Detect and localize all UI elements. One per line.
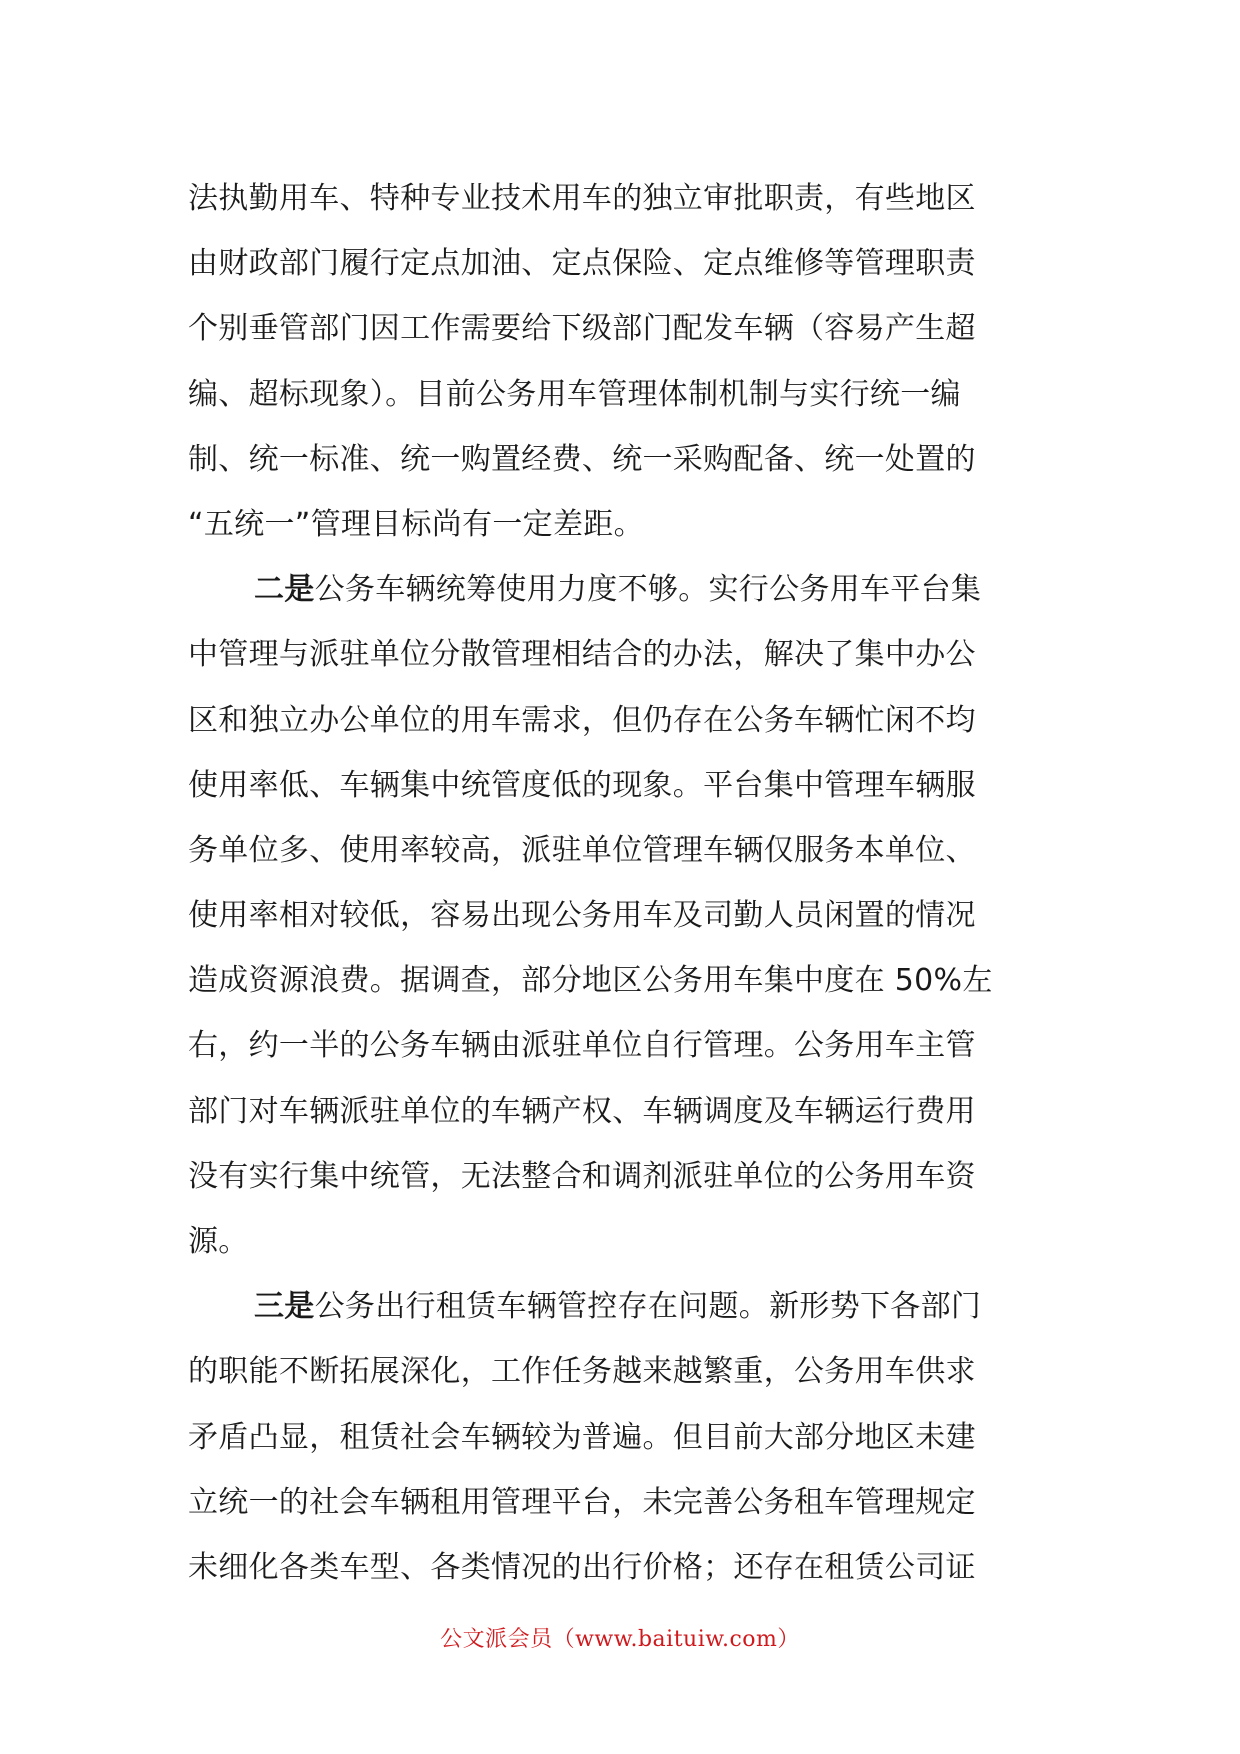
document-body [188,166,1056,1600]
text-line: 矛盾凸显，租赁社会车辆较为普遍。但目前大部分地区未建 [188,1419,976,1455]
text-line: 的职能不断拓展深化，工作任务越来越繁重，公务用车供求 [188,1354,976,1390]
text-line: 使用率低、车辆集中统管度低的现象。平台集中管理车辆服 [188,767,976,803]
text-line: 使用率相对较低，容易出现公务用车及司勤人员闲置的情况 [188,898,976,934]
paragraph-3-first-line [188,1274,1056,1339]
paragraph-3-lead: 三是 [254,1289,315,1325]
text-line: 未细化各类车型、各类情况的出行价格；还存在租赁公司证 [188,1549,976,1585]
paragraph-2-lead: 二是 [254,572,315,608]
text-line: 法执勤用车、特种专业技术用车的独立审批职责，有些地区 [188,181,976,216]
text-line: 部门对车辆派驻单位的车辆产权、车辆调度及车辆运行费用 [188,1093,976,1129]
text-line: 个别垂管部门因工作需要给下级部门配发车辆（容易产生超 [188,311,976,347]
paragraph-2-first-text: 公务车辆统筹使用力度不够。实行公务用车平台集 [314,572,982,608]
text-line: 编、超标现象）。目前公务用车管理体制机制与实行统一编 [188,376,961,412]
text-line: “五统一”管理目标尚有一定差距。 [188,506,644,542]
text-line: 由财政部门履行定点加油、定点保险、定点维修等管理职责 [188,246,976,282]
text-line: 中管理与派驻单位分散管理相结合的办法，解决了集中办公 [188,637,976,673]
text-line: 没有实行集中统管，无法整合和调剂派驻单位的公务用车资 [188,1158,976,1194]
paragraph-3-first-text: 公务出行租赁车辆管控存在问题。新形势下各部门 [314,1289,982,1325]
text-line: 右，约一半的公务车辆由派驻单位自行管理。公务用车主管 [188,1028,976,1064]
footer-watermark: 公文派会员（www.baituiw.com） [440,1627,800,1652]
text-line: 源。 [188,1224,249,1259]
text-line: 制、统一标准、统一购置经费、统一采购配备、统一处置的 [188,441,976,477]
text-line: 立统一的社会车辆租用管理平台，未完善公务租车管理规定 [188,1484,976,1520]
text-line: 务单位多、使用率较高，派驻单位管理车辆仅服务本单位、 [188,832,976,868]
text-line: 造成资源浪费。据调查，部分地区公务用车集中度在 50%左 [188,963,993,999]
paragraph-2-first-line [188,557,1056,622]
text-line: 区和独立办公单位的用车需求，但仍存在公务车辆忙闲不均 [188,702,976,738]
